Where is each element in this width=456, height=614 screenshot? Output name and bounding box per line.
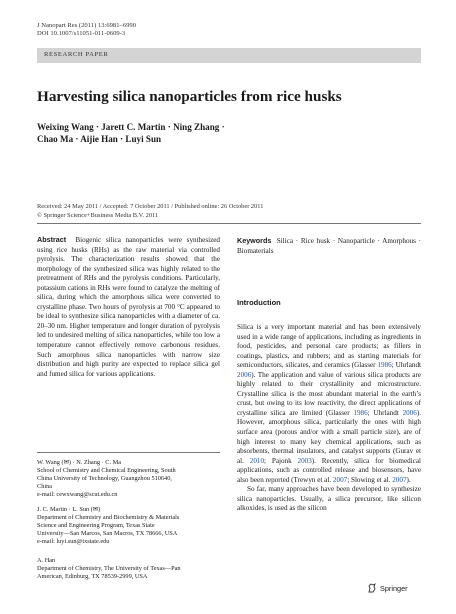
keywords-label: Keywords (237, 236, 272, 245)
introduction-body (237, 323, 421, 514)
authors-line-1: Weixing Wang · Jarett C. Martin · Ning Zhang · (37, 122, 225, 132)
section-band (37, 48, 421, 63)
citation-link[interactable]: 2010 (249, 456, 265, 465)
header-divider (37, 223, 421, 224)
article-title: Harvesting silica nanoparticles from rice husks (37, 88, 342, 105)
authors-line-2: Chao Ma · Aijie Han · Luyi Sun (37, 134, 162, 145)
citation-link[interactable]: 2003 (297, 456, 312, 465)
introduction-heading: Introduction (237, 298, 281, 307)
affiliation-email: e-mail: cewxwang@scut.edu.cn (37, 491, 118, 499)
abstract-text: Biogenic silica nanoparticles were synthesized using rice husks (RHs) as the raw material via controlled pyrolysis. The characterization results showed that the morphology of the synthesized silica was highly related to the pretreatment of RHs and the pyrolysis conditions. Particularly, potassium cations in RHs were found to catalyze the melting of silica, during which the amorphous silica were converted to crystalline phase. Two hours of pyrolysis at 700 °C appeared to be ideal to synthesize silica nanoparticles with a diameter of ca. 20–30 nm. Higher temperature and longer duration of pyrolysis led to undesired melting of silica nanoparticles, while too low a temperature cannot effectively remove carbonous residues. Such amorphous silica nanoparticles with narrow size distribution and high purity are expected to replace silica gel and fumed silica for various applications. (37, 236, 221, 378)
citation-link[interactable]: 2006 (237, 370, 252, 379)
author-list (37, 121, 225, 146)
affiliation-names: W. Wang (✉) · N. Zhang · C. Ma (37, 459, 121, 466)
citation-link[interactable]: 2006 (402, 408, 417, 417)
publisher-name: Springer (380, 583, 408, 593)
springer-horse-icon (367, 583, 377, 593)
journal-info (37, 22, 136, 39)
affiliation-names: A. Han (37, 557, 56, 564)
affiliation-divider (37, 452, 220, 453)
affiliation-3: A. Han Department of Chemistry, The University of Texas—Pan American, Edinburg, TX 78539-2999, USA (37, 557, 220, 581)
affiliation-names: J. C. Martin · L. Sun (✉) (37, 506, 101, 513)
keywords-text: Silica · Rice husk · Nanoparticle · Amorphous · Biomaterials (237, 237, 421, 255)
affiliation-1: W. Wang (✉) · N. Zhang · C. Ma School of Chemistry and Chemical Engineering, South China University of Technology, Guangzhou 510640, China e-mail: cewxwang@scut.edu.cn (37, 459, 220, 499)
keywords-block (237, 236, 421, 256)
citation-link[interactable]: 1986 (353, 408, 368, 417)
citation-link[interactable]: 2007 (332, 475, 348, 484)
publisher-logo (367, 583, 408, 593)
intro-paragraph-1: Silica is a very important material and has been extensively used in a wide range of applications, including as ingredients in food, pesticides, and personal care products; as fillers in coatings, plastics, and rubbers; and as starting materials for semiconductors, silicates, and ceramics (Glasser 1986; Uhrlandt 2006). The application and value of various silica products are highly related to their crystallinity and microstructure. Crystalline silica is the most abundant material in the earth’s crust, but owing to its low reactivity, the direct applications of crystalline silica are limited (Glasser 1986; Uhrlandt 2006). However, amorphous silica, particularly the ones with high surface area (porous and/or with a small particle size), are of high interest to many key chemical applications, such as absorbents, thermal insulators, and catalyst supports (Gurav et al. 2010; Pajonk 2003). Recently, silica for biomedical applications, such as controlled release and biosensors, have also been reported (Trewyn et al. 2007; Slowing et al. 2007). (237, 323, 422, 484)
abstract-paragraph (37, 235, 220, 379)
citation-link[interactable]: 1986 (377, 361, 392, 370)
citation-link[interactable]: 2007 (392, 475, 407, 484)
copyright-line: © Springer Science+Business Media B.V. 2011 (37, 211, 159, 219)
journal-citation: J Nanopart Res (2011) 13:6981–6990 (37, 22, 137, 29)
article-dates (37, 203, 263, 220)
section-label: RESEARCH PAPER (44, 51, 109, 58)
affiliation-email: e-mail: luyi.sun@txstate.edu (37, 538, 110, 546)
dates-line: Received: 24 May 2011 / Accepted: 7 October 2011 / Published online: 26 October 2011 (37, 203, 264, 210)
intro-paragraph-2: So far, many approaches have been developed to synthesize silica nanoparticles. Usually, a silica precursor, like silicon alkoxides, is used as the silicon (237, 485, 421, 513)
abstract-block (37, 235, 220, 379)
affiliation-2: J. C. Martin · L. Sun (✉) Department of Chemistry and Biochemistry & Materials Science and Engineering Program, Texas State University—San Marcos, San Macros, TX 78666, USA e-mail: luyi.sun@txstate.edu (37, 506, 220, 546)
abstract-label: Abstract (37, 235, 67, 244)
doi: DOI 10.1007/s11051-011-0609-3 (37, 30, 126, 38)
